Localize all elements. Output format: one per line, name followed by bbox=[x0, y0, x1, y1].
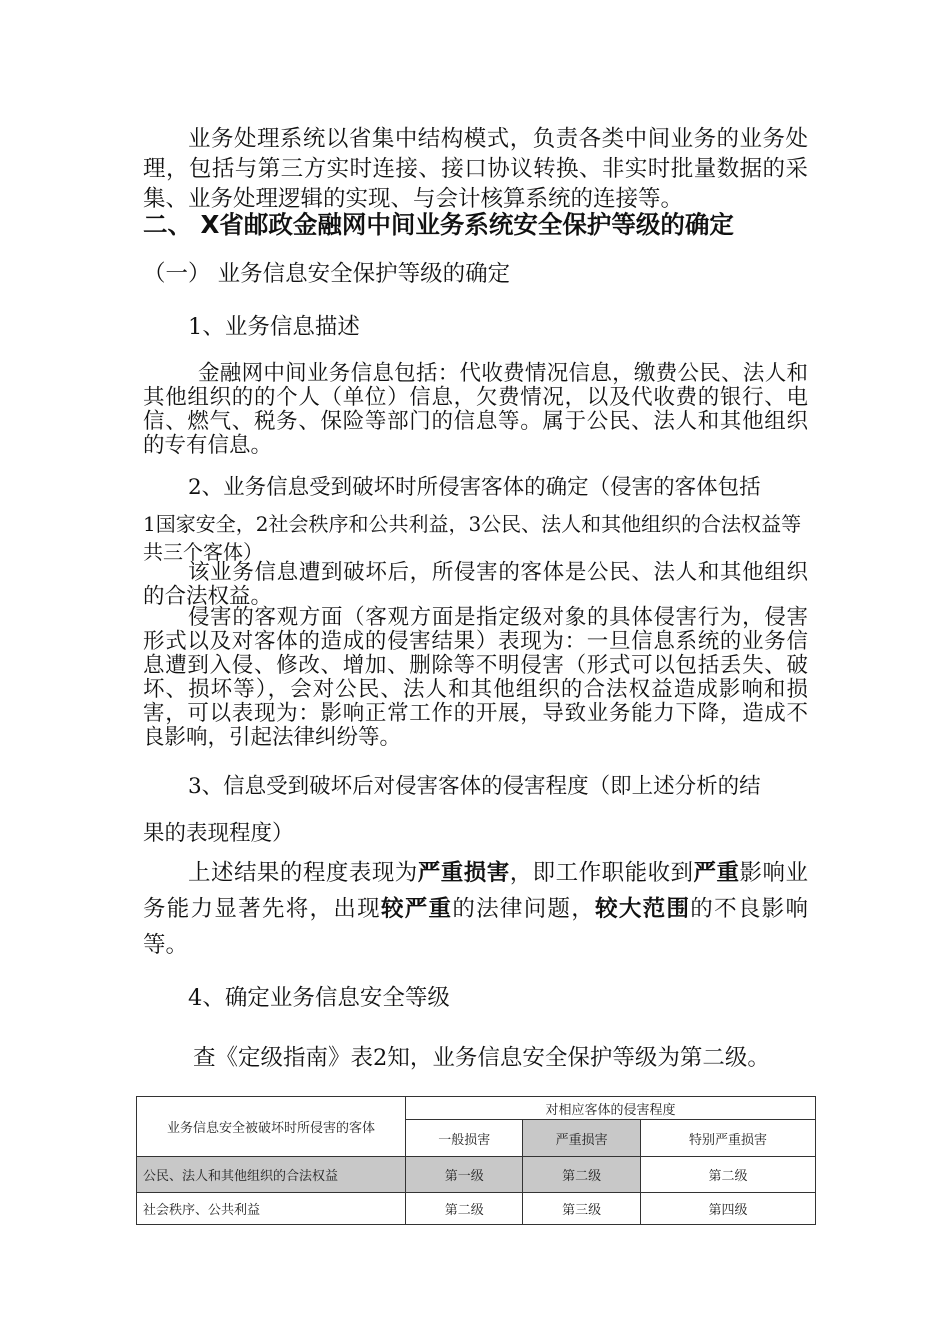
text-run: 影响业务能力显著先将，出现 bbox=[143, 860, 808, 922]
table-cell: 第二级 bbox=[523, 1157, 640, 1193]
item-heading-3: 3、信息受到破坏后对侵害客体的侵害程度（即上述分析的结 bbox=[188, 774, 761, 799]
grading-table bbox=[136, 1096, 816, 1225]
item-heading-4: 4、确定业务信息安全等级 bbox=[188, 985, 450, 1011]
item-heading-1: 1、业务信息描述 bbox=[188, 314, 360, 340]
paragraph-grade-conclusion: 查《定级指南》表2知，业务信息安全保护等级为第二级。 bbox=[193, 1045, 770, 1071]
item-heading-3-continued: 果的表现程度） bbox=[143, 821, 294, 846]
table-corner-header: 业务信息安全被破坏时所侵害的客体 bbox=[137, 1097, 406, 1157]
text-run: 上述结果的程度表现为 bbox=[188, 860, 418, 886]
table-cell: 第二级 bbox=[640, 1157, 815, 1193]
table-cell: 第三级 bbox=[523, 1193, 640, 1225]
table-row bbox=[137, 1193, 816, 1225]
table-row-header: 公民、法人和其他组织的合法权益 bbox=[137, 1157, 406, 1193]
table-column-header: 特别严重损害 bbox=[640, 1120, 815, 1157]
table-column-header: 严重损害 bbox=[523, 1120, 640, 1157]
paragraph-system-processing: 业务处理系统以省集中结构模式，负责各类中间业务的业务处理，包括与第三方实时连接、接口协议转换、非实时批量数据的采集、业务处理逻辑的实现、与会计核算系统的连接等。 bbox=[143, 126, 808, 212]
bold-run: 较严重 bbox=[380, 896, 453, 922]
subsection-heading-1: （一） 业务信息安全保护等级的确定 bbox=[143, 261, 511, 287]
table-row bbox=[137, 1157, 816, 1193]
table-cell: 第四级 bbox=[640, 1193, 815, 1225]
bold-run: 严重损害 bbox=[417, 860, 510, 886]
paragraph-object-result: 该业务信息遭到破坏后，所侵害的客体是公民、法人和其他组织的合法权益。 bbox=[143, 560, 808, 609]
paragraph-object-list: 1国家安全，2社会秩序和公共利益，3公民、法人和其他组织的合法权益等共三个客体） bbox=[143, 512, 802, 564]
table-group-header: 对相应客体的侵害程度 bbox=[406, 1097, 816, 1120]
text-run: 的法律问题， bbox=[452, 896, 596, 922]
table-row-header: 社会秩序、公共利益 bbox=[137, 1193, 406, 1225]
paragraph-damage-degree bbox=[143, 855, 808, 963]
section-heading-2: 二、 X省邮政金融网中间业务系统安全保护等级的确定 bbox=[143, 210, 734, 239]
bold-run: 严重 bbox=[693, 860, 740, 886]
table-cell: 第二级 bbox=[406, 1193, 523, 1225]
paragraph-info-description: 金融网中间业务信息包括：代收费情况信息，缴费公民、法人和其他组织的的个人（单位）信息，欠费情况，以及代收费的银行、电信、燃气、税务、保险等部门的信息等。属于公民、法人和其他组织的专有信息。 bbox=[143, 361, 808, 458]
text-run: ，即工作职能收到 bbox=[509, 860, 694, 886]
item-heading-2: 2、业务信息受到破坏时所侵害客体的确定（侵害的客体包括 bbox=[188, 475, 761, 500]
table-cell: 第一级 bbox=[406, 1157, 523, 1193]
bold-run: 较大范围 bbox=[595, 896, 691, 922]
table-column-header: 一般损害 bbox=[406, 1120, 523, 1157]
text-run: 的不良影响等。 bbox=[143, 896, 808, 958]
paragraph-objective-aspect: 侵害的客观方面（客观方面是指定级对象的具体侵害行为，侵害形式以及对客体的造成的侵害结果）表现为：一旦信息系统的业务信息遭到入侵、修改、增加、删除等不明侵害（形式可以包括丢失、破坏、损坏等），会对公民、法人和其他组织的合法权益造成影响和损害，可以表现为：影响正常工作的开展，导致业务能力下降，造成不良影响，引起法律纠纷等。 bbox=[143, 605, 808, 750]
